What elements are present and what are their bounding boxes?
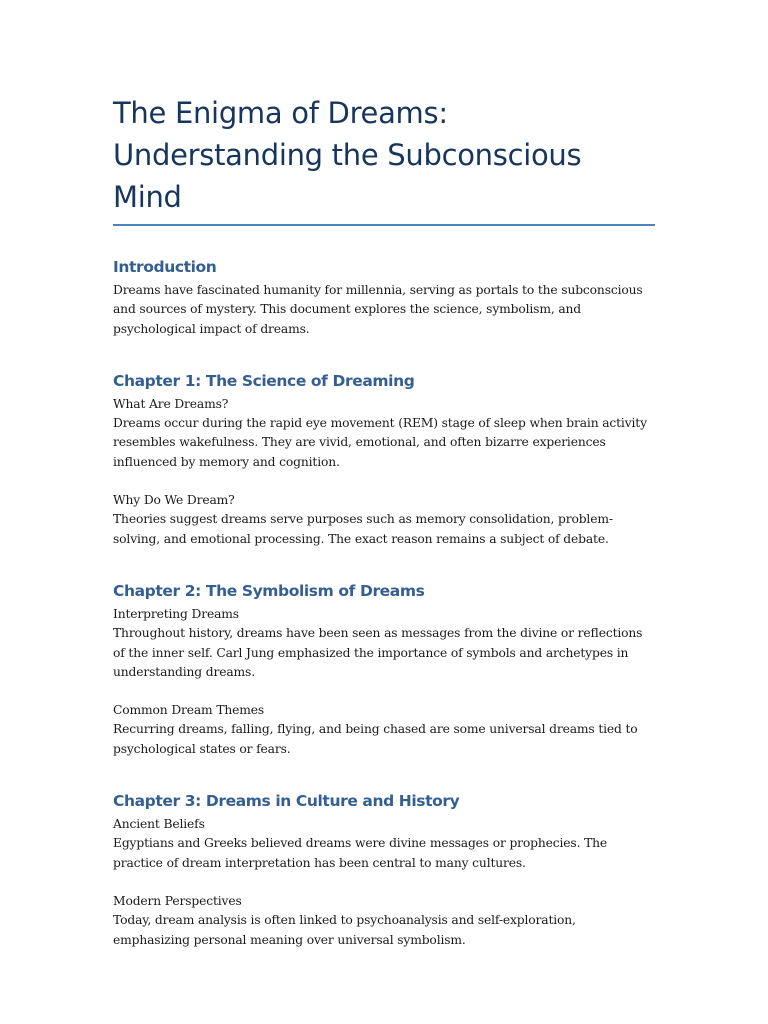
chapter-2-section xyxy=(113,579,655,759)
chapter-1-heading: Chapter 1: The Science of Dreaming xyxy=(113,371,415,390)
subsection-text: Today, dream analysis is often linked to psychoanalysis and self-exploration, emphasizing personal meaning over universal symbolism. xyxy=(113,913,576,947)
document-title: The Enigma of Dreams: Understanding the Subconscious Mind xyxy=(113,96,582,214)
document-page xyxy=(113,92,655,980)
introduction-heading: Introduction xyxy=(113,258,217,276)
subsection-why-do-we-dream xyxy=(113,491,655,549)
subsection-text: Dreams occur during the rapid eye movement (REM) stage of sleep when brain activity resembles wakefulness. They are vivid, emotional, and often bizarre experiences influenced by memory and cognition. xyxy=(113,416,647,469)
subsection-text: Recurring dreams, falling, flying, and being chased are some universal dreams tied to psychological states or fears. xyxy=(113,722,638,756)
subsection-title: Interpreting Dreams xyxy=(113,606,239,621)
subsection-title: Modern Perspectives xyxy=(113,893,242,908)
subsection-interpreting-dreams xyxy=(113,605,655,682)
subsection-title: Ancient Beliefs xyxy=(113,817,205,832)
subsection-what-are-dreams xyxy=(113,395,655,472)
title-underline-rule xyxy=(113,224,655,226)
subsection-title: Common Dream Themes xyxy=(113,703,265,718)
subsection-text: Egyptians and Greeks believed dreams were divine messages or prophecies. The practice of dream interpretation has been central to many cultures. xyxy=(113,836,608,870)
introduction-text: Dreams have fascinated humanity for millennia, serving as portals to the subconscious and sources of mystery. This document explores the science, symbolism, and psychological impact of dreams. xyxy=(113,283,643,336)
subsection-title: Why Do We Dream? xyxy=(113,493,235,508)
subsection-text: Throughout history, dreams have been seen as messages from the divine or reflections of the inner self. Carl Jung emphasized the importance of symbols and archetypes in understanding dreams. xyxy=(113,626,643,679)
subsection-modern-perspectives xyxy=(113,892,655,950)
subsection-common-dream-themes xyxy=(113,701,655,759)
chapter-2-heading: Chapter 2: The Symbolism of Dreams xyxy=(113,581,425,600)
chapter-1-section xyxy=(113,369,655,549)
introduction-section xyxy=(113,255,655,339)
subsection-text: Theories suggest dreams serve purposes such as memory consolidation, problem-solving, and emotional processing. The exact reason remains a subject of debate. xyxy=(113,512,613,546)
chapter-3-heading: Chapter 3: Dreams in Culture and History xyxy=(113,792,460,811)
subsection-ancient-beliefs xyxy=(113,815,655,873)
chapter-3-section xyxy=(113,789,655,950)
subsection-title: What Are Dreams? xyxy=(113,396,229,411)
